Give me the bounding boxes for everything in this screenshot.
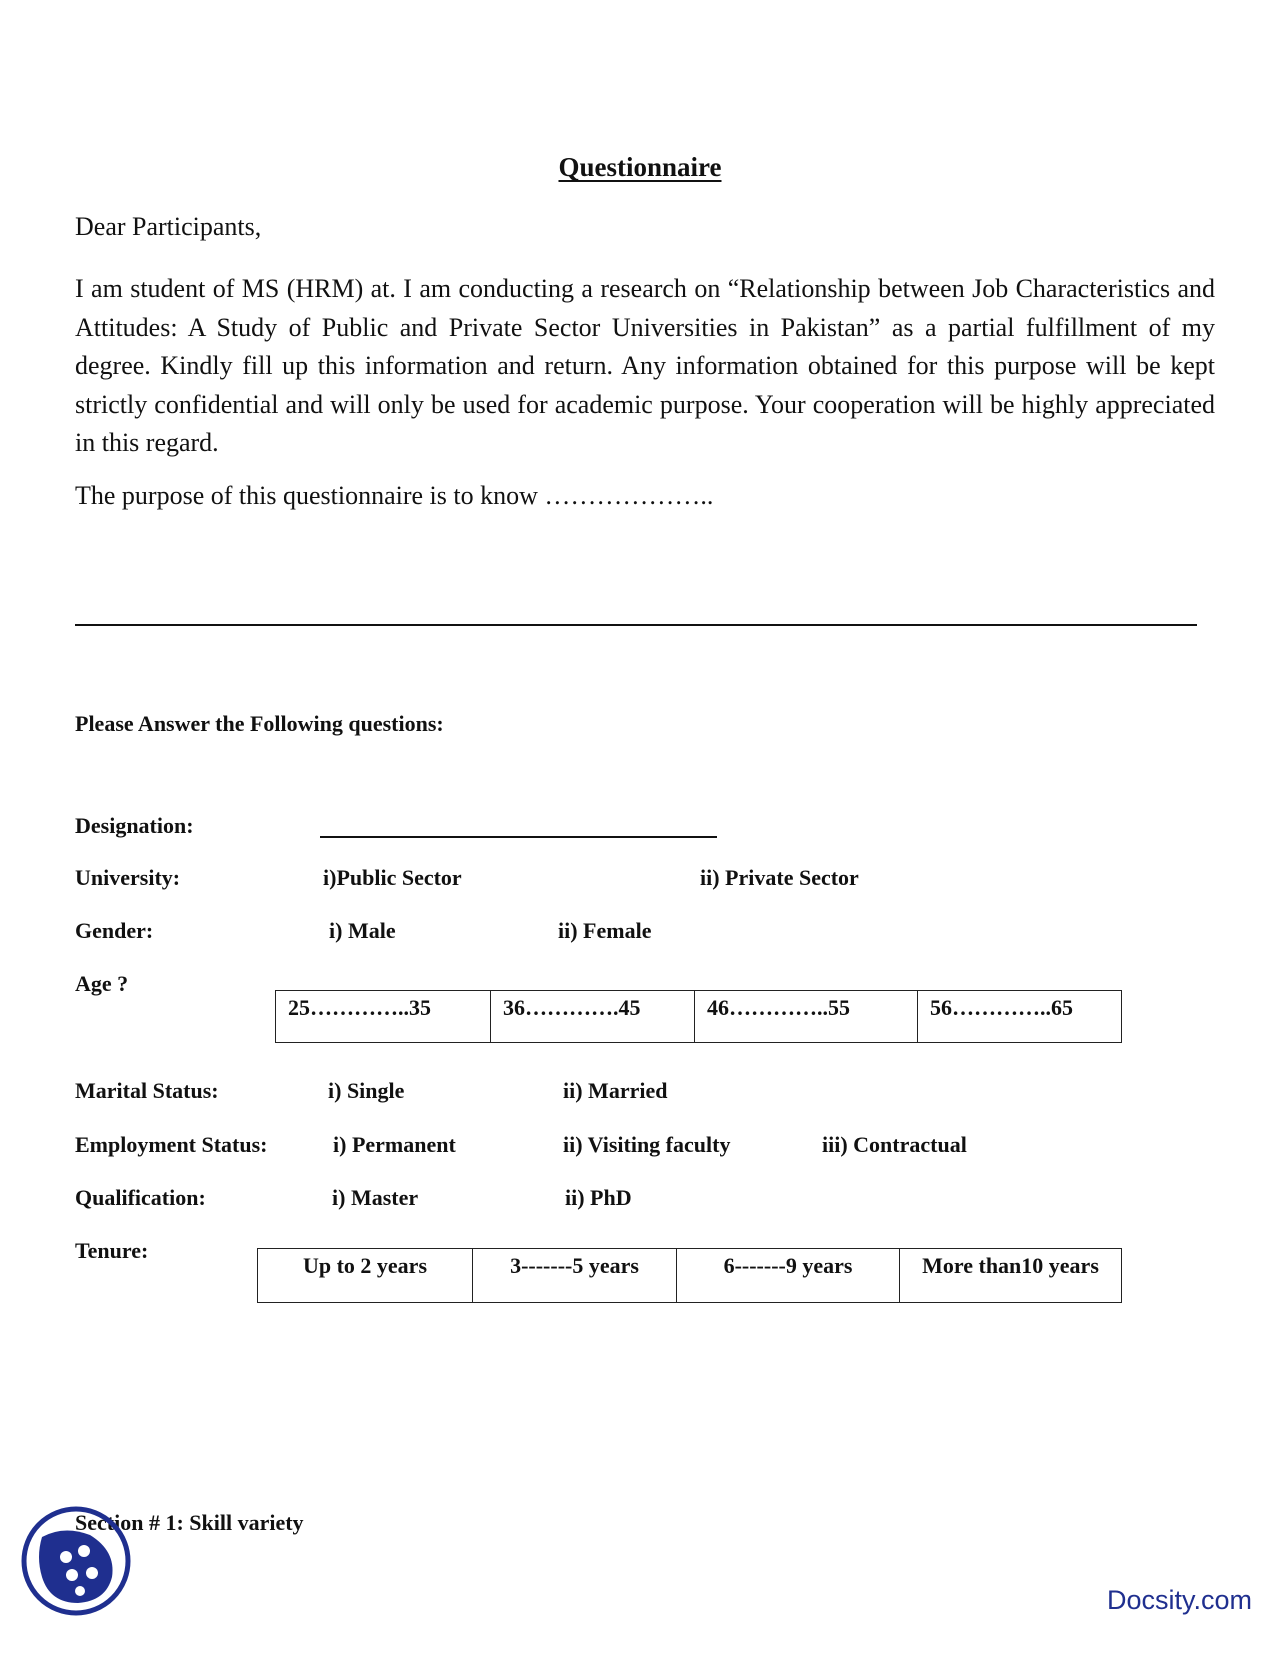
tenure-label: Tenure:	[75, 1238, 149, 1263]
qualification-label: Qualification:	[75, 1185, 206, 1210]
intro-paragraph: I am student of MS (HRM) at. I am conducting a research on “Relationship between Job Characteristics and Attitudes: A Study of Public and Private Sector Universities in Pakistan” as a partial fulfillment of my degree. Kindly fill up this information and return. Any information obtained for this purpose will be kept strictly confidential and will only be used for academic purpose. Your cooperation will be highly appreciated in this regard.	[75, 274, 1215, 457]
age-option-25-35[interactable]: 25…………..35	[276, 991, 491, 1043]
answer-line[interactable]	[75, 624, 1197, 626]
docsity-brand[interactable]: Docsity.com	[1106, 1585, 1252, 1615]
tenure-option-6-9[interactable]: 6-------9 years	[677, 1249, 900, 1303]
university-label: University:	[75, 865, 181, 890]
marital-option-single[interactable]: i) Single	[328, 1078, 405, 1103]
marital-status-label: Marital Status:	[75, 1078, 219, 1103]
age-label: Age ?	[75, 971, 129, 996]
gender-label: Gender:	[75, 918, 154, 943]
section-heading: Section # 1: Skill variety	[75, 1510, 304, 1535]
employment-option-contractual[interactable]: iii) Contractual	[822, 1132, 967, 1157]
employment-option-visiting[interactable]: ii) Visiting faculty	[563, 1132, 731, 1157]
tenure-table	[257, 1248, 1122, 1303]
designation-field[interactable]	[320, 836, 717, 838]
qualification-option-phd[interactable]: ii) PhD	[565, 1185, 632, 1210]
tenure-option-3-5[interactable]: 3-------5 years	[473, 1249, 677, 1303]
docsity-logo-icon	[20, 1505, 132, 1617]
gender-option-female[interactable]: ii) Female	[558, 918, 652, 943]
greeting: Dear Participants,	[75, 212, 262, 241]
marital-option-married[interactable]: ii) Married	[563, 1078, 668, 1103]
university-option-private[interactable]: ii) Private Sector	[700, 865, 859, 890]
age-option-36-45[interactable]: 36………….45	[491, 991, 695, 1043]
instructions-heading: Please Answer the Following questions:	[75, 711, 444, 736]
employment-option-permanent[interactable]: i) Permanent	[333, 1132, 456, 1157]
tenure-row	[258, 1249, 1122, 1303]
employment-status-label: Employment Status:	[75, 1132, 268, 1157]
page-title: Questionnaire	[558, 152, 722, 182]
age-table	[275, 990, 1122, 1043]
age-option-56-65[interactable]: 56…………..65	[918, 991, 1122, 1043]
tenure-option-up-to-2[interactable]: Up to 2 years	[258, 1249, 473, 1303]
qualification-option-master[interactable]: i) Master	[332, 1185, 419, 1210]
tenure-option-more-than-10[interactable]: More than10 years	[900, 1249, 1122, 1303]
gender-option-male[interactable]: i) Male	[329, 918, 396, 943]
purpose-statement: The purpose of this questionnaire is to know ………………..	[75, 481, 714, 510]
designation-label: Designation:	[75, 813, 194, 838]
university-option-public[interactable]: i)Public Sector	[323, 865, 462, 890]
age-option-46-55[interactable]: 46…………..55	[695, 991, 918, 1043]
age-row	[276, 991, 1122, 1043]
